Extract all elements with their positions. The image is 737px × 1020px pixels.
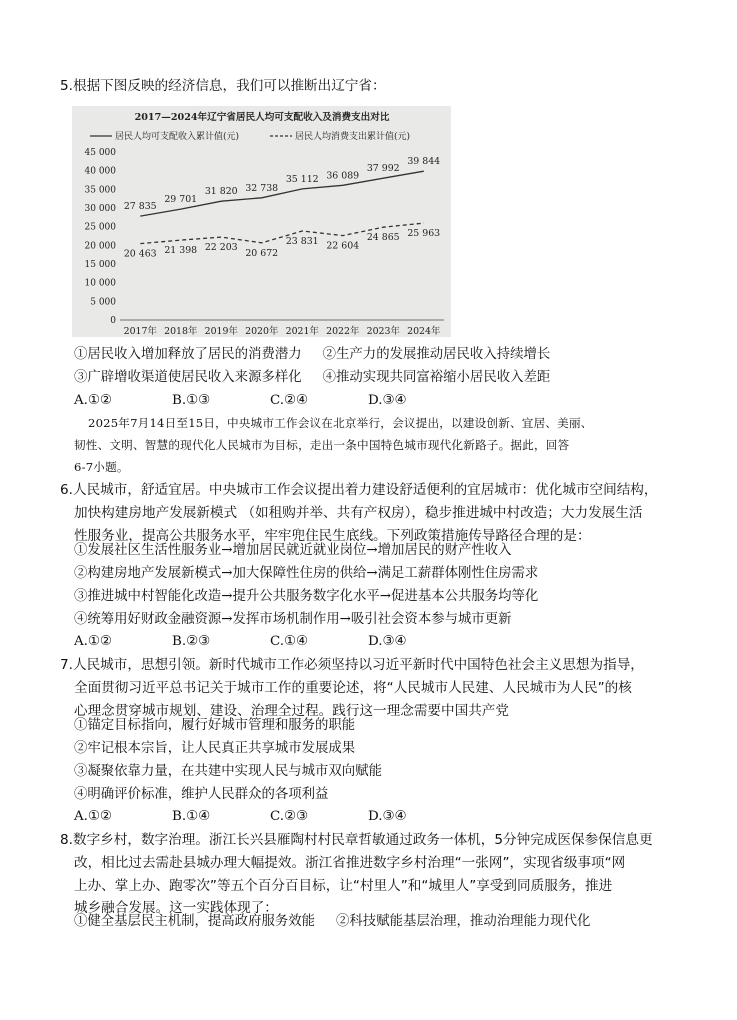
x-tick-label: 2020年: [245, 326, 279, 337]
q7-option-c[interactable]: C.②③: [270, 809, 309, 824]
q5-item-row-1: [74, 346, 550, 364]
consumption-data-label: 24 865: [366, 232, 400, 244]
x-tick-label: 2019年: [204, 326, 238, 337]
income-data-label: 35 112: [285, 173, 319, 185]
q7-stem-line-2: 全面贯彻习近平总书记关于城市工作的重要论述，将“人民城市人民建、人民城市为人民”的核: [74, 680, 632, 696]
q6-item-2: ②构建房地产发展新模式→加大保障性住房的供给→满足工薪群体刚性住房需求: [74, 566, 539, 581]
q6-option-d[interactable]: D.③④: [368, 634, 407, 649]
income-data-label: 36 089: [326, 170, 360, 182]
q7-stem-line-1: 7.人民城市，思想引领。新时代城市工作必须坚持以习近平新时代中国特色社会主义思想为指导，: [60, 657, 644, 673]
x-tick-label: 2017年: [123, 326, 157, 337]
q8-stem-line-3: 上办、掌上办、跑零次”等五个百分百目标，让“村里人”和“城里人”享受到同质服务，推进: [74, 878, 613, 894]
q8-stem-line-4: 城乡融合发展。这一实践体现了：: [74, 900, 278, 916]
y-tick-label: 25 000: [84, 222, 116, 233]
q6-item-4: ④统筹用好财政金融资源→发挥市场机制作用→吸引社会资本参与城市更新: [74, 612, 512, 627]
q6-options: [74, 633, 466, 651]
y-tick-label: 10 000: [84, 278, 116, 289]
legend-income-label: 居民人均可支配收入累计值(元): [115, 132, 240, 142]
y-tick-label: 5 000: [90, 297, 116, 308]
q6-option-c[interactable]: C.①④: [270, 634, 309, 649]
y-tick-label: 0: [110, 316, 116, 326]
y-tick-label: 20 000: [84, 241, 116, 252]
consumption-data-label: 20 463: [123, 248, 157, 260]
consumption-data-label: 23 831: [285, 236, 319, 248]
q5-item-1: ①居民收入增加释放了居民的消费潜力: [74, 347, 302, 362]
income-data-label: 32 738: [245, 182, 279, 194]
q6-stem-line-3: 性服务业，提高公共服务水平，牢牢兜住民生底线。下列政策措施传导路径合理的是：: [74, 528, 591, 544]
chart-data-labels: [124, 156, 440, 259]
q5-item-4: ④推动实现共同富裕缩小居民收入差距: [322, 370, 551, 385]
x-tick-label: 2024年: [407, 326, 441, 337]
y-tick-label: 15 000: [84, 260, 116, 270]
q5-options: [74, 392, 466, 410]
income-data-label: 39 844: [407, 156, 441, 168]
chart-title: 2017—2024年辽宁省居民人均可支配收入及消费支出对比: [134, 112, 390, 123]
q5-option-d[interactable]: D.③④: [368, 393, 407, 408]
q5-option-c[interactable]: C.②④: [270, 393, 309, 408]
consumption-data-label: 21 398: [164, 245, 198, 257]
q8-item-1: ①健全基层民主机制，提高政府服务效能: [74, 914, 316, 929]
q5-option-b[interactable]: B.①③: [172, 393, 211, 408]
intro-line-2: 韧性、文明、智慧的现代化人民城市为目标，走出一条中国特色城市现代化新路子。据此，回答: [74, 438, 570, 452]
q7-option-a[interactable]: A.①②: [74, 809, 112, 824]
q6-stem-line-1: 6.人民城市，舒适宜居。中央城市工作会议提出着力建设舒适便利的宜居城市：优化城市空间结构，: [60, 482, 658, 498]
q7-item-1: ①锚定目标指向，履行好城市管理和服务的职能: [74, 718, 356, 733]
q8-stem-line-1: 8.数字乡村，数字治理。浙江长兴县雁陶村村民章哲敏通过政务一体机，5分钟完成医保参保信息更: [60, 832, 653, 848]
income-data-label: 27 835: [123, 201, 157, 213]
y-tick-label: 30 000: [84, 204, 116, 214]
y-tick-label: 45 000: [84, 148, 116, 158]
q5-item-3: ③广辟增收渠道使居民收入来源多样化: [74, 370, 302, 385]
y-tick-label: 35 000: [84, 185, 116, 196]
q6-item-3: ③推进城中村智能化改造→提升公共服务数字化水平→促进基本公共服务均等化: [74, 589, 539, 604]
intro-line-3: 6-7小题。: [74, 460, 129, 474]
q7-option-d[interactable]: D.③④: [368, 809, 407, 824]
q6-option-a[interactable]: A.①②: [74, 634, 112, 649]
x-tick-label: 2018年: [164, 326, 198, 337]
q8-item-2: ②科技赋能基层治理，推动治理能力现代化: [336, 914, 591, 929]
income-consumption-chart: [72, 106, 451, 337]
q5-item-2: ②生产力的发展推动居民收入持续增长: [322, 347, 551, 362]
q5-option-a[interactable]: A.①②: [74, 393, 112, 408]
q5-stem: 5.根据下图反映的经济信息，我们可以推断出辽宁省：: [60, 78, 386, 94]
consumption-data-label: 22 203: [204, 242, 238, 254]
x-tick-label: 2023年: [366, 326, 400, 337]
intro-line-1: 2025年7月14日至15日，中央城市工作会议在北京举行，会议提出，以建设创新、宜居、美丽、: [88, 416, 593, 430]
consumption-data-label: 22 604: [326, 240, 360, 252]
q7-item-2: ②牢记根本宗旨，让人民真正共享城市发展成果: [74, 741, 356, 756]
chart-legend: [90, 130, 410, 142]
income-data-label: 37 992: [366, 163, 400, 175]
q6-item-1: ①发展社区生活性服务业→增加居民就近就业岗位→增加居民的财产性收入: [74, 543, 512, 558]
q6-stem-line-2: 加快构建房地产发展新模式 （如租购并举、共有产权房），稳步推进城中村改造；大力发展生活: [74, 505, 643, 521]
q8-stem-line-2: 改，相比过去需赴县城办理大幅提效。浙江省推进数字乡村治理“一张网”，实现省级事项“网: [74, 855, 626, 871]
q6-option-b[interactable]: B.②③: [172, 634, 211, 649]
q7-stem-line-3: 心理念贯穿城市规划、建设、治理全过程。践行这一理念需要中国共产党: [74, 703, 509, 719]
x-tick-label: 2021年: [285, 326, 319, 337]
q7-option-b[interactable]: B.①④: [172, 809, 211, 824]
income-data-label: 29 701: [164, 194, 198, 206]
x-tick-label: 2022年: [326, 326, 360, 337]
q7-item-4: ④明确评价标准，维护人民群众的各项利益: [74, 787, 329, 802]
legend-consumption-label: 居民人均消费支出累计值(元): [295, 132, 411, 142]
q5-item-row-2: [74, 369, 550, 387]
q8-item-row-1: [74, 913, 590, 931]
y-tick-label: 40 000: [84, 166, 116, 177]
q7-options: [74, 808, 466, 826]
q7-item-3: ③凝聚依靠力量，在共建中实现人民与城市双向赋能: [74, 764, 382, 779]
income-data-label: 31 820: [204, 186, 238, 198]
consumption-data-label: 20 672: [245, 247, 279, 259]
line-chart-svg: [72, 106, 451, 337]
consumption-data-label: 25 963: [407, 228, 441, 240]
